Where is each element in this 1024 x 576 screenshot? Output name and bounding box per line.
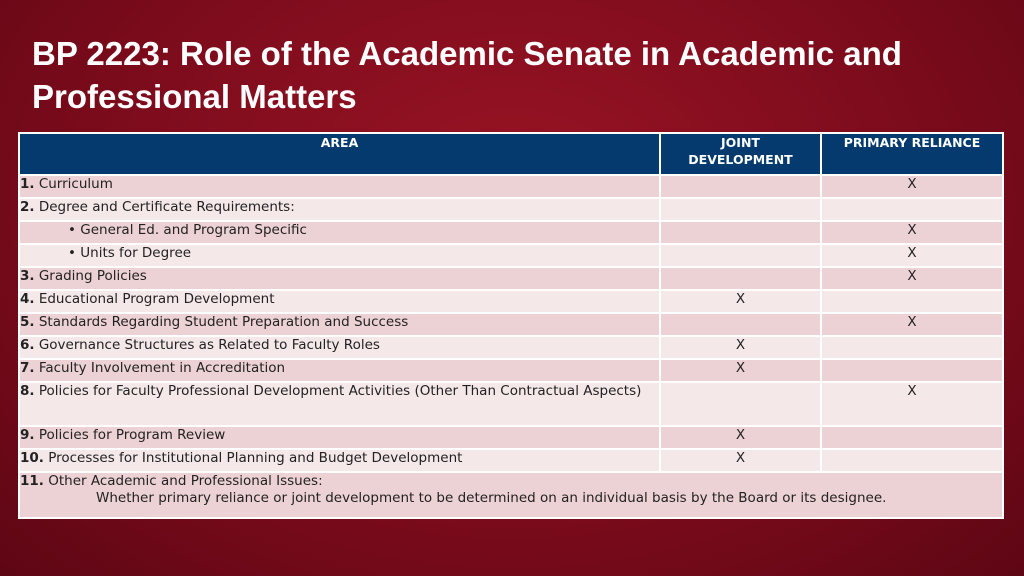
area-label: Policies for Program Review [38, 427, 226, 443]
primary-cell: X [821, 221, 1003, 244]
joint-cell [660, 244, 821, 267]
area-cell [19, 449, 660, 472]
table-row [19, 359, 1003, 382]
area-cell [19, 313, 660, 336]
row-number: 4. [20, 291, 35, 307]
joint-cell: X [660, 359, 821, 382]
table-row [19, 449, 1003, 472]
primary-cell [821, 426, 1003, 449]
area-cell [19, 359, 660, 382]
row-number: 9. [20, 427, 35, 443]
area-cell [19, 336, 660, 359]
row-number: 2. [20, 199, 35, 215]
area-label: Faculty Involvement in Accreditation [38, 360, 286, 376]
area-cell [19, 267, 660, 290]
row-number: 3. [20, 268, 35, 284]
row-number: 11. [20, 473, 44, 489]
joint-cell: X [660, 290, 821, 313]
joint-cell [660, 221, 821, 244]
joint-cell [660, 175, 821, 198]
row-number: 5. [20, 314, 35, 330]
table-row [19, 426, 1003, 449]
joint-cell [660, 382, 821, 426]
area-label: • General Ed. and Program Specific [68, 222, 307, 238]
area-cell [19, 244, 660, 267]
joint-cell [660, 198, 821, 221]
table-row [19, 267, 1003, 290]
row-number: 10. [20, 450, 44, 466]
joint-cell: X [660, 449, 821, 472]
area-cell [19, 221, 660, 244]
row-number: 8. [20, 383, 35, 399]
area-label: Governance Structures as Related to Faculty Roles [38, 337, 380, 353]
area-label: Curriculum [38, 176, 113, 192]
table-row [19, 221, 1003, 244]
primary-cell: X [821, 267, 1003, 290]
primary-cell: X [821, 382, 1003, 426]
area-label: Degree and Certificate Requirements: [38, 199, 295, 215]
row-number: 6. [20, 337, 35, 353]
primary-cell: X [821, 313, 1003, 336]
table-row [19, 472, 1003, 518]
area-label: Processes for Institutional Planning and Budget Development [48, 450, 463, 466]
area-label: Policies for Faculty Professional Development Activities (Other Than Contractual Aspects) [38, 383, 642, 399]
roles-table [18, 132, 1004, 519]
header-joint-development: JOINT DEVELOPMENT [660, 133, 821, 175]
joint-cell [660, 267, 821, 290]
primary-cell: X [821, 175, 1003, 198]
table-row [19, 313, 1003, 336]
area-cell [19, 472, 1003, 518]
table-row [19, 244, 1003, 267]
area-cell [19, 382, 660, 426]
slide-title: BP 2223: Role of the Academic Senate in Academic and Professional Matters [32, 35, 902, 115]
header-area: AREA [19, 133, 660, 175]
primary-cell [821, 290, 1003, 313]
area-cell [19, 426, 660, 449]
table-row [19, 198, 1003, 221]
primary-cell [821, 336, 1003, 359]
table-row [19, 336, 1003, 359]
area-label: Grading Policies [38, 268, 147, 284]
area-label: Educational Program Development [38, 291, 275, 307]
joint-cell: X [660, 426, 821, 449]
table-row [19, 175, 1003, 198]
area-cell [19, 198, 660, 221]
area-cell [19, 290, 660, 313]
area-label: Standards Regarding Student Preparation and Success [38, 314, 409, 330]
area-label: • Units for Degree [68, 245, 192, 261]
table-row [19, 290, 1003, 313]
primary-cell [821, 449, 1003, 472]
primary-cell [821, 198, 1003, 221]
area-cell [19, 175, 660, 198]
primary-cell [821, 359, 1003, 382]
header-primary-reliance: PRIMARY RELIANCE [821, 133, 1003, 175]
area-label: Other Academic and Professional Issues: [48, 473, 323, 489]
joint-cell [660, 313, 821, 336]
table-row [19, 382, 1003, 426]
joint-cell: X [660, 336, 821, 359]
area-note: Whether primary reliance or joint development to be determined on an individual basis by the Board or its designee. [96, 490, 887, 506]
primary-cell: X [821, 244, 1003, 267]
table-header-row [19, 133, 1003, 175]
row-number: 7. [20, 360, 35, 376]
row-number: 1. [20, 176, 35, 192]
